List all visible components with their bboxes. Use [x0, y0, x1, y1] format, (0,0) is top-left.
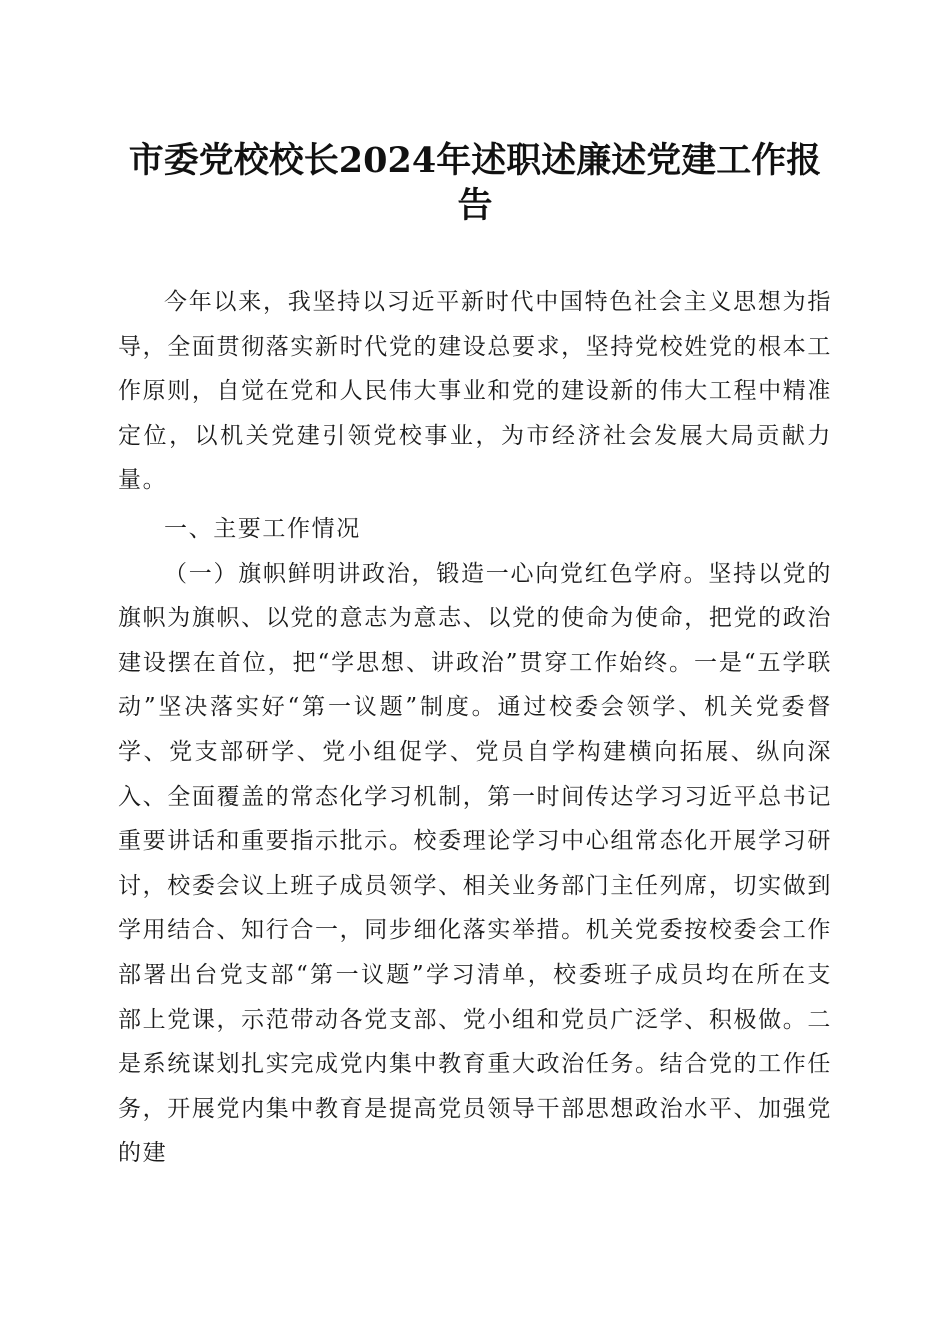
section-paragraph: [118, 552, 832, 1176]
subsection-text: 坚持以党的旗帜为旗帜、以党的意志为意志、以党的使命为使命，把党的政治建设摆在首位，把“学思想、讲政治”贯穿工作始终。一是“五学联动”坚决落实好“第一议题”制度。通过校委会领学、机关党委督学、党支部研学、党小组促学、党员自学构建横向拓展、纵向深入、全面覆盖的常态化学习机制，第一时间传达学习习近平总书记重要讲话和重要指示批示。校委理论学习中心组常态化开展学习研讨，校委会议上班子成员领学、相关业务部门主任列席，切实做到学用结合、知行合一，同步细化落实举措。机关党委按校委会工作部署出台党支部“第一议题”学习清单，校委班子成员均在所在支部上党课，示范带动各党支部、党小组和党员广泛学、积极做。二是系统谋划扎实完成党内集中教育重大政治任务。结合党的工作任务，开展党内集中教育是提高党员领导干部思想政治水平、加强党的建: [118, 560, 833, 1167]
document-title: 市委党校校长2024年述职述廉述党建工作报告: [128, 140, 822, 226]
subsection-heading: （一）旗帜鲜明讲政治，锻造一心向党红色学府。: [164, 560, 709, 587]
section-heading: 一、主要工作情况: [164, 515, 361, 542]
intro-paragraph: 今年以来，我坚持以习近平新时代中国特色社会主义思想为指导，全面贯彻落实新时代党的建设总要求，坚持党校姓党的根本工作原则，自觉在党和人民伟大事业和党的建设新的伟大工程中精准定位，以机关党建引领党校事业，为市经济社会发展大局贡献力量。: [118, 289, 832, 494]
